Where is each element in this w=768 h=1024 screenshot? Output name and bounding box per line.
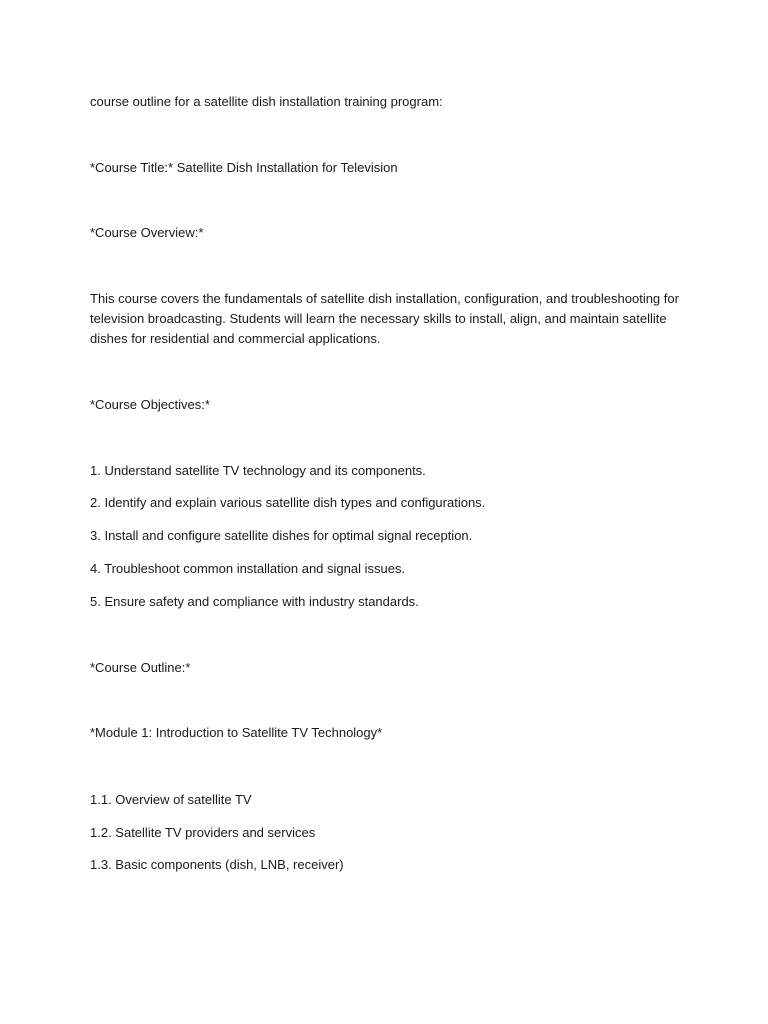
- module-1-item: 1.3. Basic components (dish, LNB, receiver): [90, 857, 344, 872]
- module-1-heading: *Module 1: Introduction to Satellite TV Technology*: [90, 725, 383, 740]
- outline-heading: *Course Outline:*: [90, 660, 191, 675]
- objective-item: 3. Install and configure satellite dishes for optimal signal reception.: [90, 528, 473, 543]
- objective-item: 1. Understand satellite TV technology and its components.: [90, 463, 426, 478]
- overview-paragraph: This course covers the fundamentals of satellite dish installation, configuration, and troubleshooting for television broadcasting. Students will learn the necessary skills to install, align, and maintain satellite dishes for residential and commercial applications.: [90, 291, 679, 346]
- objective-item: 4. Troubleshoot common installation and signal issues.: [90, 561, 406, 576]
- objective-item: 2. Identify and explain various satellite dish types and configurations.: [90, 495, 486, 510]
- overview-heading: *Course Overview:*: [90, 225, 204, 240]
- module-1-item: 1.1. Overview of satellite TV: [90, 792, 252, 807]
- module-1-item: 1.2. Satellite TV providers and services: [90, 825, 316, 840]
- course-title: *Course Title:* Satellite Dish Installation for Television: [90, 160, 398, 175]
- intro-text: course outline for a satellite dish installation training program:: [90, 94, 443, 109]
- objective-item: 5. Ensure safety and compliance with industry standards.: [90, 594, 419, 609]
- objectives-heading: *Course Objectives:*: [90, 397, 210, 412]
